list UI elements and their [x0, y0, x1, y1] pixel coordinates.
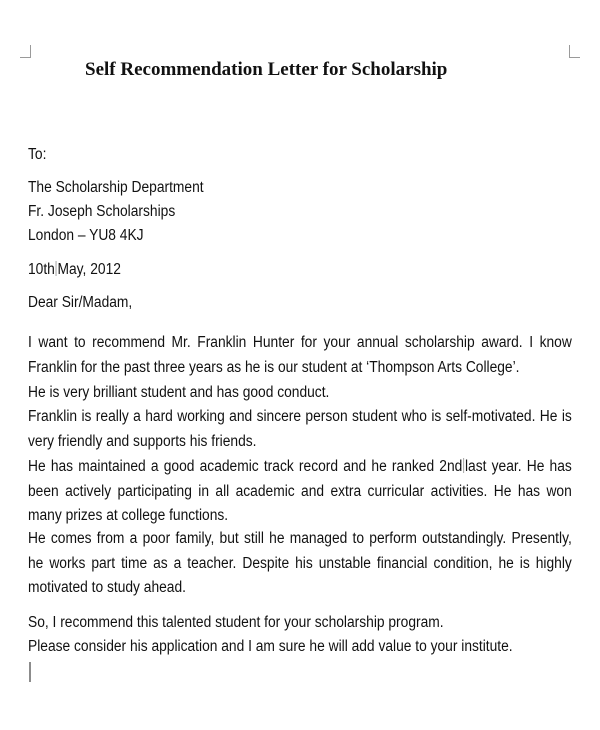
letter-date — [28, 258, 121, 282]
greeting: Dear Sir/Madam, — [28, 294, 133, 311]
paragraph-5: He comes from a poor family, but still he managed to perform outstandingly. Presently, he works part time as a teacher. Despite his unstable financial condition, he is highly motivated to study ahead. — [28, 530, 572, 596]
paragraph-4 — [28, 455, 572, 529]
paragraph-2: He is very brilliant student and has good conduct. — [28, 384, 330, 401]
revision-mark — [463, 458, 464, 473]
paragraph-4-part-2: last year. He has been actively participating in all academic and extra curricular activities. He has won many prizes at college functions. — [28, 458, 572, 524]
address-line-3: London – YU8 4KJ — [28, 227, 144, 244]
closing-line-1: So, I recommend this talented student for your scholarship program. — [28, 614, 444, 631]
paragraph-3: Franklin is really a hard working and sincere person student who is self-motivated. He is very friendly and supports his friends. — [28, 408, 572, 450]
text-cursor[interactable] — [29, 662, 31, 682]
to-label: To: — [28, 146, 47, 163]
address-line-2: Fr. Joseph Scholarships — [28, 203, 176, 220]
paragraph-1: I want to recommend Mr. Franklin Hunter for your annual scholarship award. I know Franklin for the past three years as he is our student at ‘Thompson Arts College’. — [28, 334, 572, 376]
date-rest: May, 2012 — [57, 261, 121, 278]
closing-line-2: Please consider his application and I am sure he will add value to your institute. — [28, 638, 513, 655]
crop-mark-top-right — [569, 45, 580, 58]
paragraph-4-part-1: He has maintained a good academic track record and he ranked 2nd — [28, 458, 463, 475]
crop-mark-top-left — [20, 45, 31, 58]
address-line-1: The Scholarship Department — [28, 179, 204, 196]
document-title: Self Recommendation Letter for Scholarship — [85, 59, 448, 80]
date-day: 10th — [28, 261, 55, 278]
